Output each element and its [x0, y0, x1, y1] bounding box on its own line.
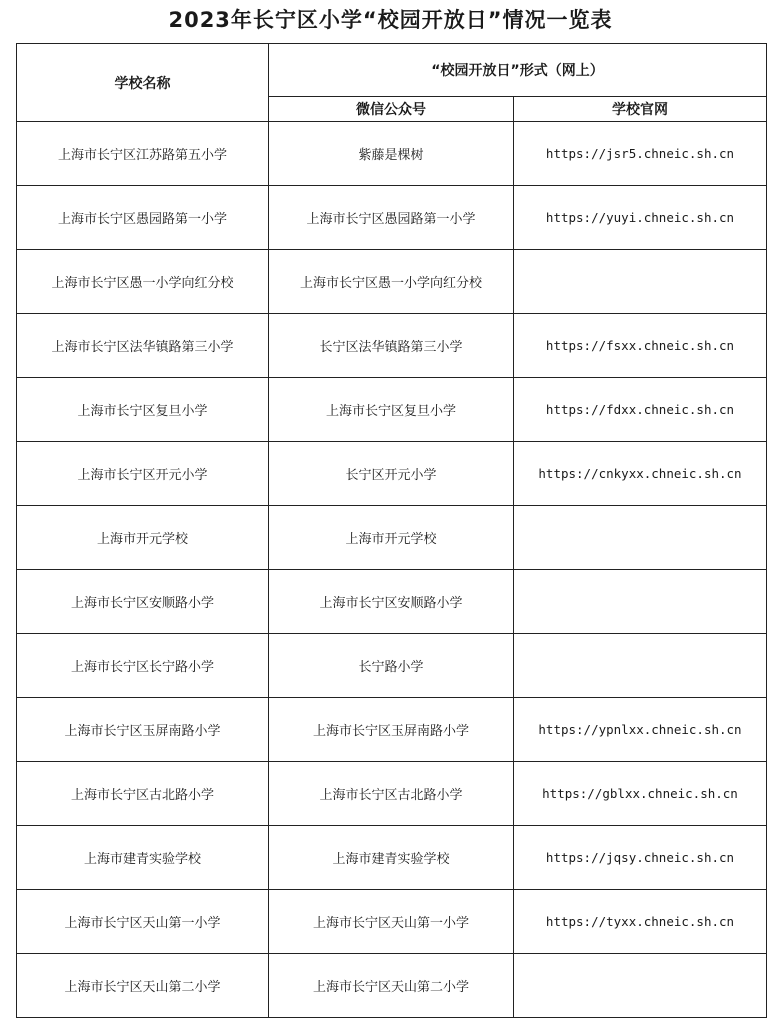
website-cell-empty: [514, 634, 767, 698]
table-row: [17, 314, 767, 378]
table-row: [17, 250, 767, 314]
table-row: [17, 890, 767, 954]
school-cell: 上海市长宁区古北路小学: [17, 762, 269, 826]
wechat-cell: 上海市开元学校: [269, 506, 514, 570]
school-cell: 上海市长宁区法华镇路第三小学: [17, 314, 269, 378]
website-cell-empty: [514, 250, 767, 314]
table-row: [17, 442, 767, 506]
wechat-cell: 长宁区法华镇路第三小学: [269, 314, 514, 378]
table-row: [17, 506, 767, 570]
website-link[interactable]: https://jqsy.chneic.sh.cn: [514, 826, 767, 890]
website-link[interactable]: https://yuyi.chneic.sh.cn: [514, 186, 767, 250]
school-cell: 上海市长宁区江苏路第五小学: [17, 122, 269, 186]
wechat-cell: 上海市建青实验学校: [269, 826, 514, 890]
school-cell: 上海市长宁区玉屏南路小学: [17, 698, 269, 762]
school-cell: 上海市长宁区愚园路第一小学: [17, 186, 269, 250]
school-cell: 上海市长宁区开元小学: [17, 442, 269, 506]
website-link[interactable]: https://ypnlxx.chneic.sh.cn: [514, 698, 767, 762]
table-row: [17, 122, 767, 186]
wechat-cell: 上海市长宁区天山第一小学: [269, 890, 514, 954]
table-row: [17, 378, 767, 442]
website-link[interactable]: https://cnkyxx.chneic.sh.cn: [514, 442, 767, 506]
wechat-header: 微信公众号: [269, 97, 514, 122]
table-row: [17, 762, 767, 826]
table-row: [17, 698, 767, 762]
wechat-cell: 长宁路小学: [269, 634, 514, 698]
open-day-form-header: “校园开放日”形式（网上）: [269, 44, 767, 97]
school-name-header: 学校名称: [17, 44, 269, 122]
page-title: 2023年长宁区小学“校园开放日”情况一览表: [168, 8, 613, 32]
school-cell: 上海市长宁区复旦小学: [17, 378, 269, 442]
wechat-cell: 上海市长宁区天山第二小学: [269, 954, 514, 1018]
website-link[interactable]: https://gblxx.chneic.sh.cn: [514, 762, 767, 826]
wechat-cell: 上海市长宁区古北路小学: [269, 762, 514, 826]
school-cell: 上海市长宁区安顺路小学: [17, 570, 269, 634]
table-row: [17, 570, 767, 634]
wechat-cell: 紫藤是棵树: [269, 122, 514, 186]
school-cell: 上海市开元学校: [17, 506, 269, 570]
school-cell: 上海市长宁区天山第二小学: [17, 954, 269, 1018]
wechat-cell: 上海市长宁区复旦小学: [269, 378, 514, 442]
school-open-day-table: [16, 43, 767, 1018]
school-cell: 上海市建青实验学校: [17, 826, 269, 890]
header-row: [17, 44, 767, 97]
school-cell: 上海市长宁区愚一小学向红分校: [17, 250, 269, 314]
table-row: [17, 634, 767, 698]
wechat-cell: 上海市长宁区玉屏南路小学: [269, 698, 514, 762]
website-cell-empty: [514, 954, 767, 1018]
website-cell-empty: [514, 506, 767, 570]
table-row: [17, 186, 767, 250]
table-row: [17, 954, 767, 1018]
table-row: [17, 826, 767, 890]
wechat-cell: 上海市长宁区愚一小学向红分校: [269, 250, 514, 314]
website-link[interactable]: https://fsxx.chneic.sh.cn: [514, 314, 767, 378]
website-link[interactable]: https://jsr5.chneic.sh.cn: [514, 122, 767, 186]
website-link[interactable]: https://tyxx.chneic.sh.cn: [514, 890, 767, 954]
wechat-cell: 上海市长宁区愚园路第一小学: [269, 186, 514, 250]
school-cell: 上海市长宁区长宁路小学: [17, 634, 269, 698]
wechat-cell: 上海市长宁区安顺路小学: [269, 570, 514, 634]
website-link[interactable]: https://fdxx.chneic.sh.cn: [514, 378, 767, 442]
school-cell: 上海市长宁区天山第一小学: [17, 890, 269, 954]
website-cell-empty: [514, 570, 767, 634]
wechat-cell: 长宁区开元小学: [269, 442, 514, 506]
website-header: 学校官网: [514, 97, 767, 122]
